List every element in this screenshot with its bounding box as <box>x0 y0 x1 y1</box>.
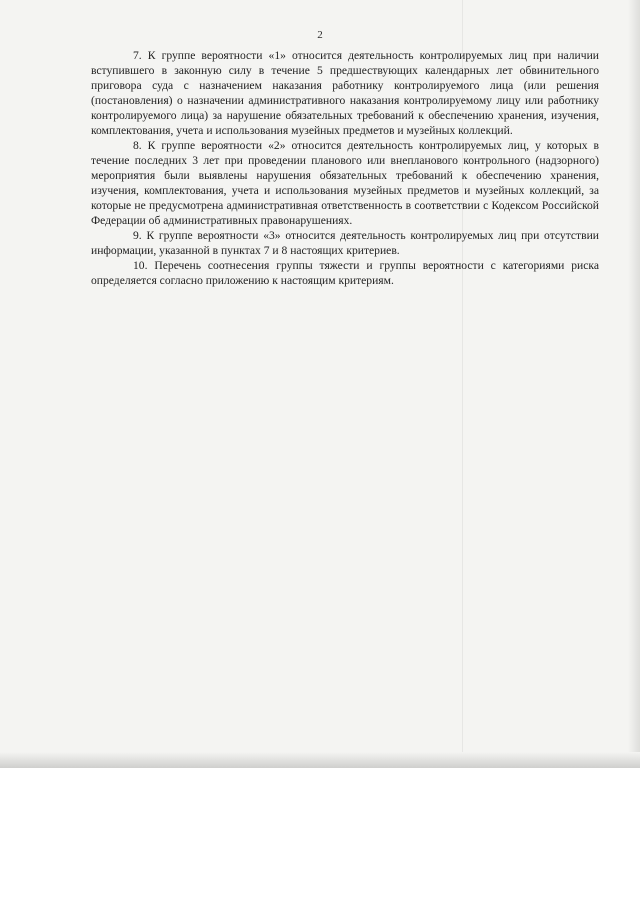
paragraph-10: 10. Перечень соотнесения группы тяжести и группы вероятности с категориями риска определяется согласно приложению к настоящим критериям. <box>91 259 599 287</box>
paragraph-7: 7. К группе вероятности «1» относится деятельность контролируемых лиц при наличии вступившего в законную силу в течение 5 предшествующих календарных лет обвинительного приговора суда с назначением наказания работнику контролируемого лица (или решения (постановления) о назначении административного наказания контролируемому лицу или работнику контролируемого лица) за нарушение обязательных требований к обеспечению хранения, изучения, комплектования, учета и использования музейных предметов и музейных коллекций. <box>91 49 599 137</box>
document-body <box>91 48 599 288</box>
paragraph-8: 8. К группе вероятности «2» относится деятельность контролируемых лиц, у которых в течение последних 3 лет при проведении планового или внепланового контрольного (надзорного) мероприятия были выявлены нарушения обязательных требований к обеспечению хранения, изучения, комплектования, учета и использования музейных предметов и музейных коллекций, за которые не предусмотрена административная ответственность в соответствии с Кодексом Российской Федерации об административных правонарушениях. <box>91 139 599 227</box>
page-edge-shadow <box>628 0 640 768</box>
page-number: 2 <box>317 29 323 41</box>
paragraph-9: 9. К группе вероятности «3» относится деятельность контролируемых лиц при отсутствии информации, указанной в пунктах 7 и 8 настоящих критериев. <box>91 229 599 257</box>
page-bottom-shadow <box>0 752 640 768</box>
